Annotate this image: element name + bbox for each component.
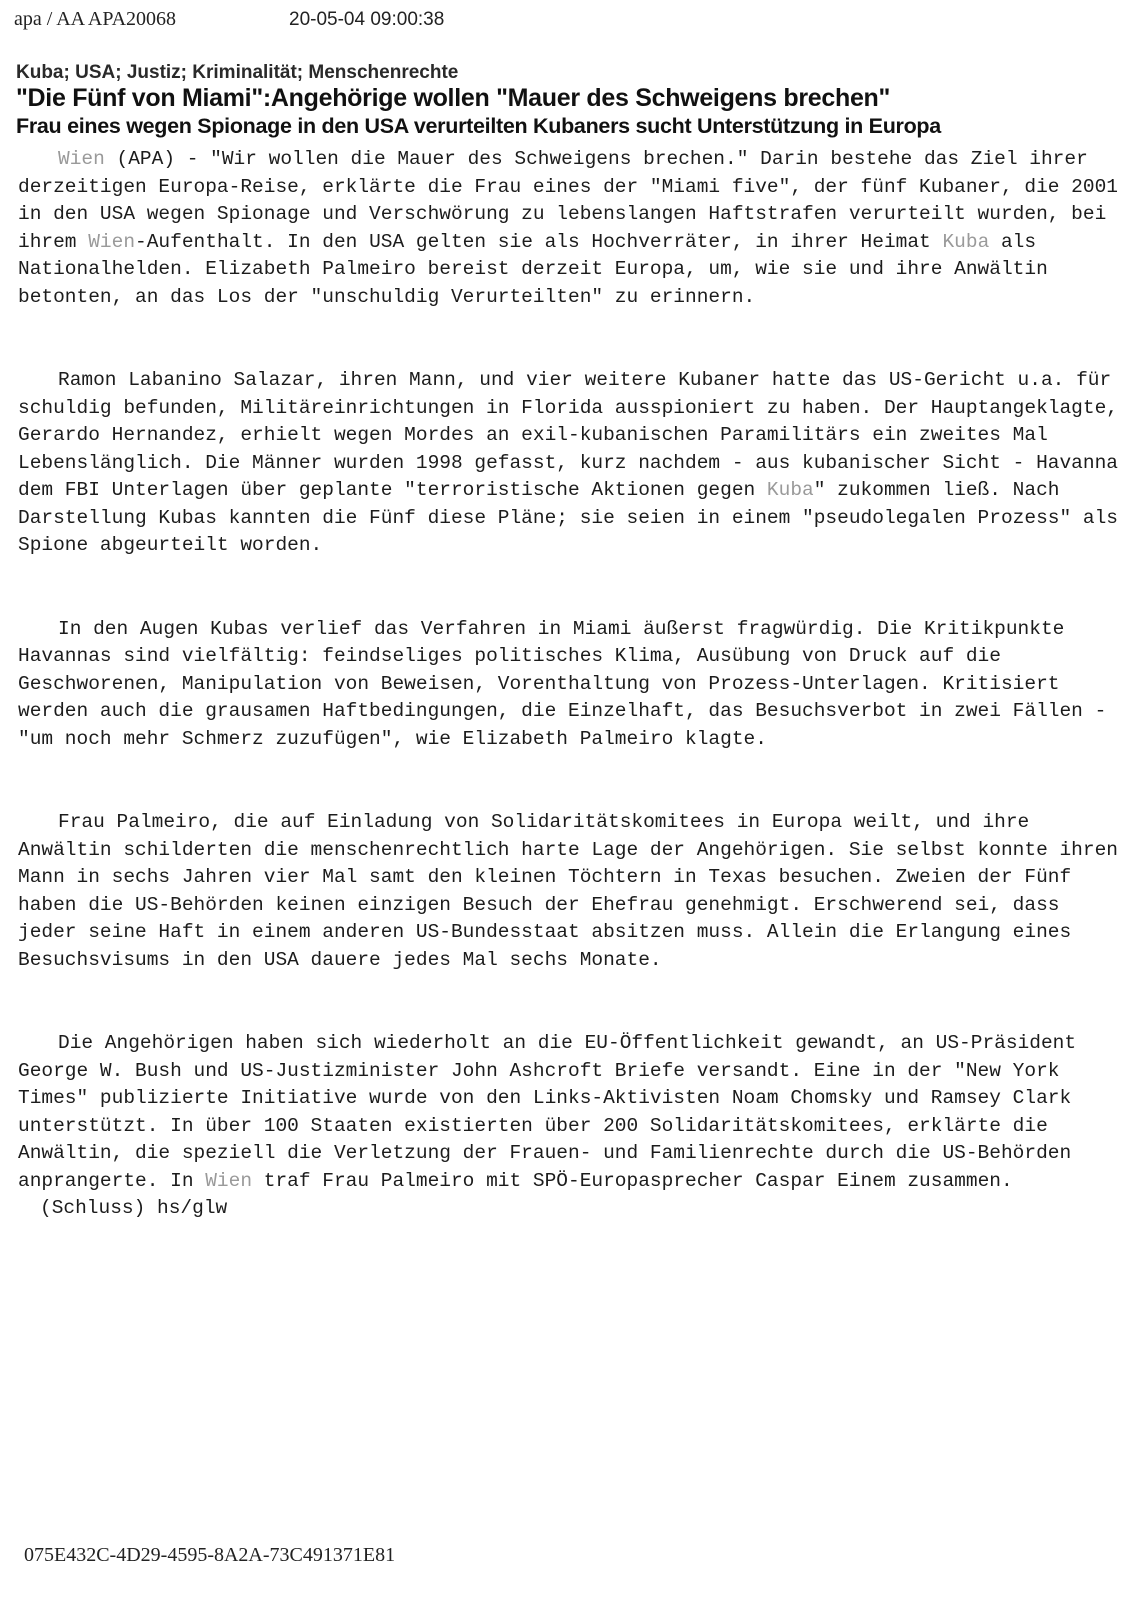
location-tag: Wien [88, 230, 136, 253]
paragraph-5 [18, 1030, 1118, 1195]
article-body [18, 146, 1130, 1223]
paragraph-text: traf Frau Palmeiro mit SPÖ-Europasprecher Caspar Einem zusammen. [252, 1169, 1013, 1192]
location-tag: Kuba [942, 230, 990, 253]
paragraph-3 [18, 616, 1118, 754]
paragraph-4 [18, 809, 1130, 974]
paragraph-text: -Aufenthalt. In den USA gelten sie als Hochverräter, in ihrer Heimat [135, 230, 943, 253]
document-guid: 075E432C-4D29-4595-8A2A-73C491371E81 [24, 1544, 396, 1566]
headline: "Die Fünf von Miami":Angehörige wollen "Mauer des Schweigens brechen" [16, 84, 891, 112]
paragraph-1 [18, 146, 1130, 311]
paragraph-text: " zukommen ließ. Nach Darstellung Kubas kannten die Fünf diese Pläne; sie seien in einem "pseudolegalen Prozess" als Spione abgeurteilt worden. [18, 479, 1130, 556]
paragraph-text: Die Angehörigen haben sich wiederholt an die EU-Öffentlichkeit gewandt, an US-Präsident George W. Bush und US-Justizminister John Ashcroft Briefe versandt. Eine in der "New York Times" publizierte Initiative wurde von den Links-Aktivisten Noam Chomsky und Ramsey Clark unterstützt. In über 100 Staaten existierten über 200 Solidaritätskomitees, erklärte die Anwältin, die speziell die Verletzung der Frauen- und Familienrechte durch die US-Behörden anprangerte. In [18, 1032, 1088, 1192]
wire-header [14, 8, 444, 31]
paragraph-text: Frau Palmeiro, die auf Einladung von Solidaritätskomitees in Europa weilt, und ihre Anwältin schilderten die menschenrechtlich harte Lage der Angehörigen. Sie selbst konnte ihren Mann in sechs Jahren vier Mal samt den kleinen Töchtern in Texas besuchen. Zweien der Fünf haben die US-Behörden keinen einzigen Besuch der Ehefrau genehmigt. Erschwerend sei, dass jeder seine Haft in einem anderen US-Bundesstaat absitzen muss. Allein die Erlangung eines Besuchsvisums in den USA dauere jedes Mal sechs Monate. [18, 811, 1130, 971]
timestamp: 20-05-04 09:00:38 [289, 9, 445, 30]
location-tag: Kuba [766, 479, 814, 501]
paragraph-text: In den Augen Kubas verlief das Verfahren in Miami äußerst fragwürdig. Die Kritikpunkte Havannas sind vielfältig: feindseliges politisches Klima, Ausübung von Druck auf die Geschworenen, Manipulation von Beweisen, Vorenthaltung von Prozess-Unterlagen. Kritisiert werden auch die grausamen Haftbedingungen, die Einzelhaft, das Besuchsverbot in zwei Fällen - "um noch mehr Schmerz zuzufügen", wie Elizabeth Palmeiro klagte. [18, 617, 1118, 750]
subheadline: Frau eines wegen Spionage in den USA verurteilten Kubaners sucht Unterstützung in Europa [16, 114, 941, 138]
paragraph-2 [18, 367, 1130, 560]
closing-line: (Schluss) hs/glw [40, 1197, 228, 1219]
paragraph-text: als Nationalhelden. Elizabeth Palmeiro bereist derzeit Europa, um, wie sie und ihre Anwältin betonten, an das Los der "unschuldig Verurteilten" zu erinnern. [18, 230, 1060, 308]
location-tag: Wien [58, 148, 105, 170]
source-id: apa / AA APA20068 [14, 8, 177, 30]
category-line: Kuba; USA; Justiz; Kriminalität; Menschenrechte [16, 62, 459, 83]
paragraph-text: (APA) - "Wir wollen die Mauer des Schweigens brechen." Darin bestehe das Ziel ihrer derzeitigen Europa-Reise, erklärte die Frau eines der "Miami five", der fünf Kubaner, die 2001 in den USA wegen Spionage und Verschwörung zu lebenslangen Haftstrafen verurteilt wurden, bei ihrem [18, 148, 1130, 253]
paragraph-text: Ramon Labanino Salazar, ihren Mann, und vier weitere Kubaner hatte das US-Gericht u.a. für schuldig befunden, Militäreinrichtungen in Florida ausspioniert zu haben. Der Hauptangeklagte, Gerardo Hernandez, erhielt wegen Mordes an exil-kubanischen Paramilitärs ein zweites Mal Lebenslänglich. Die Männer wurden 1998 gefasst, kurz nachdem - aus kubanischer Sicht - Havanna dem FBI Unterlagen über geplante "terroristische Aktionen gegen [18, 369, 1130, 501]
location-tag: Wien [205, 1169, 253, 1192]
